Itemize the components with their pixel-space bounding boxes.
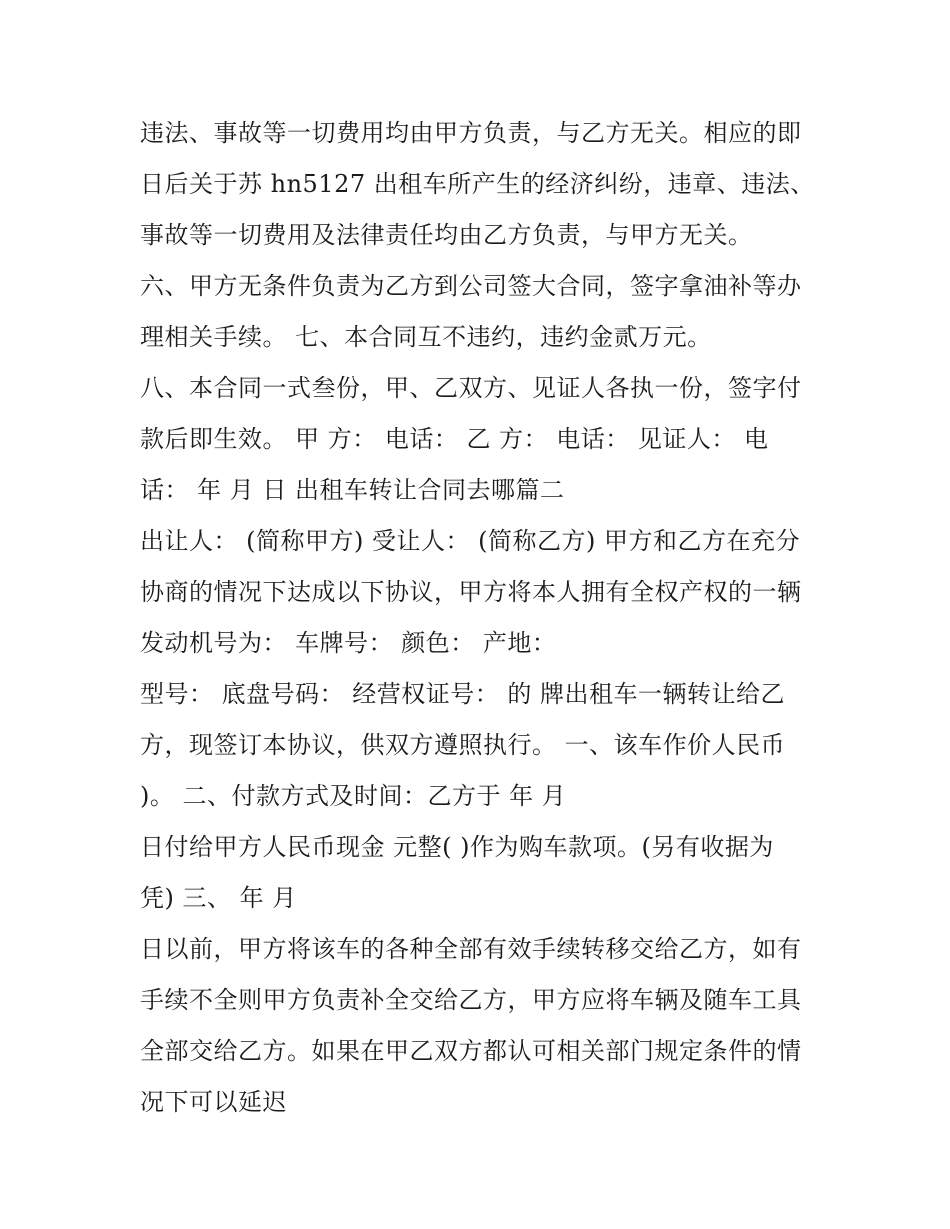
text-line: 事故等一切费用及法律责任均由乙方负责，与甲方无关。 xyxy=(140,221,753,249)
text-line: 手续不全则甲方负责补全交给乙方，甲方应将车辆及随车工具 xyxy=(140,986,802,1014)
text-line: 款后即生效。 甲 方： 电话： 乙 方： 电话： 见证人： 电 xyxy=(140,425,769,453)
text-line: 发动机号为： 车牌号： 颜色： 产地： xyxy=(140,629,557,657)
text-line: 协商的情况下达成以下协议，甲方将本人拥有全权产权的一辆 xyxy=(140,578,802,606)
text-line: 六、甲方无条件负责为乙方到公司签大合同，签字拿油补等办 xyxy=(140,272,802,300)
text-line: 八、本合同一式叁份，甲、乙双方、见证人各执一份，签字付 xyxy=(140,374,802,402)
text-line: 方，现签订本协议，供双方遵照执行。 一、该车作价人民币 xyxy=(140,731,786,759)
text-line: 全部交给乙方。如果在甲乙双方都认可相关部门规定条件的情 xyxy=(140,1037,802,1065)
text-line: 日付给甲方人民币现金 元整( )作为购车款项。(另有收据为 xyxy=(140,833,774,861)
text-line: 型号： 底盘号码： 经营权证号： 的 牌出租车一辆转让给乙 xyxy=(140,680,786,708)
text-line: 出让人： (简称甲方) 受让人： (简称乙方) 甲方和乙方在充分 xyxy=(140,527,800,555)
document-body xyxy=(140,108,820,1128)
text-line: 日以前，甲方将该车的各种全部有效手续转移交给乙方，如有 xyxy=(140,935,802,963)
text-line: 日后关于苏 hn5127 出租车所产生的经济纠纷，违章、违法、 xyxy=(140,170,815,198)
text-line: )。 二、付款方式及时间：乙方于 年 月 xyxy=(140,782,567,810)
text-line: 违法、事故等一切费用均由甲方负责，与乙方无关。相应的即 xyxy=(140,119,802,147)
text-line: 况下可以延迟 xyxy=(140,1088,287,1116)
text-line: 话： 年 月 日 出租车转让合同去哪篇二 xyxy=(140,476,565,504)
text-line: 凭) 三、 年 月 xyxy=(140,884,297,912)
text-line: 理相关手续。 七、本合同互不违约，违约金贰万元。 xyxy=(140,323,712,351)
